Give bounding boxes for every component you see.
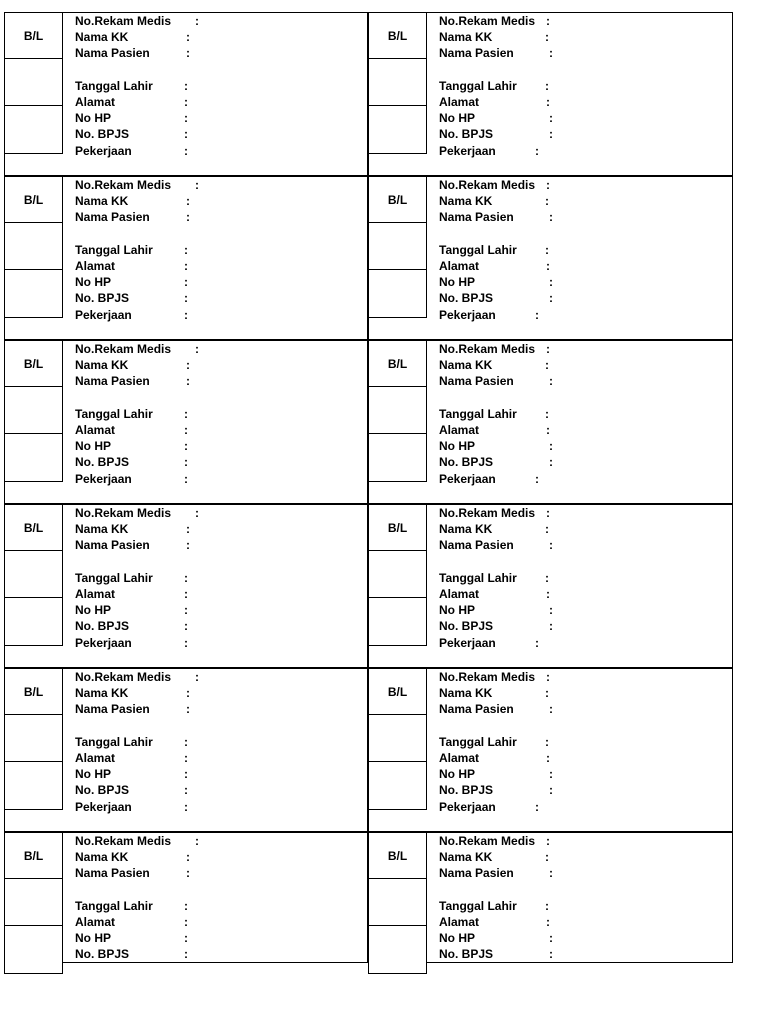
field-separator: :: [549, 291, 553, 305]
field-label: No. BPJS: [439, 127, 494, 141]
bl-label: B/L: [23, 684, 44, 699]
field-label: Nama Pasien: [75, 866, 150, 880]
bl-box: [4, 668, 63, 715]
patient-card: [4, 12, 368, 176]
field-label: Nama Pasien: [439, 866, 514, 880]
patient-card: [4, 832, 368, 963]
field-label: No. BPJS: [439, 783, 494, 797]
blank-checkbox[interactable]: [4, 597, 63, 646]
field-label: Tanggal Lahir: [439, 243, 517, 257]
field-label: Alamat: [75, 259, 116, 273]
field-separator: :: [186, 866, 190, 880]
field-label: Tanggal Lahir: [75, 407, 153, 421]
field-separator: :: [549, 783, 553, 797]
field-separator: :: [184, 587, 188, 601]
field-separator: :: [549, 46, 553, 60]
field-separator: :: [545, 79, 549, 93]
patient-card: [368, 668, 733, 832]
field-separator: :: [549, 947, 553, 961]
field-separator: :: [545, 571, 549, 585]
blank-checkbox[interactable]: [368, 386, 427, 434]
patient-card: [368, 832, 733, 963]
field-label: Nama Pasien: [75, 702, 150, 716]
field-separator: :: [546, 670, 550, 684]
field-label: No HP: [75, 275, 111, 289]
field-label: Nama KK: [439, 850, 493, 864]
field-label: Nama KK: [75, 522, 129, 536]
field-label: No. BPJS: [439, 291, 494, 305]
field-label: No. BPJS: [75, 291, 130, 305]
field-separator: :: [549, 538, 553, 552]
blank-checkbox[interactable]: [368, 761, 427, 810]
blank-checkbox[interactable]: [368, 878, 427, 926]
blank-checkbox[interactable]: [4, 925, 63, 974]
field-separator: :: [184, 636, 188, 650]
field-label: No.Rekam Medis: [439, 342, 536, 356]
field-label: Tanggal Lahir: [439, 79, 517, 93]
field-label: Nama KK: [439, 194, 493, 208]
field-separator: :: [549, 866, 553, 880]
field-label: Tanggal Lahir: [439, 735, 517, 749]
field-label: No HP: [75, 439, 111, 453]
field-separator: :: [184, 571, 188, 585]
bl-label: B/L: [23, 192, 44, 207]
field-separator: :: [545, 850, 549, 864]
field-separator: :: [546, 423, 550, 437]
field-separator: :: [546, 587, 550, 601]
blank-checkbox[interactable]: [368, 269, 427, 318]
patient-card: [4, 176, 368, 340]
field-label: Alamat: [75, 423, 116, 437]
field-separator: :: [546, 342, 550, 356]
field-separator: :: [184, 619, 188, 633]
field-separator: :: [546, 178, 550, 192]
field-separator: :: [549, 702, 553, 716]
field-separator: :: [186, 46, 190, 60]
bl-label: B/L: [387, 848, 408, 863]
blank-checkbox[interactable]: [4, 878, 63, 926]
field-separator: :: [184, 603, 188, 617]
blank-checkbox[interactable]: [4, 433, 63, 482]
field-separator: :: [184, 259, 188, 273]
field-label: No HP: [439, 931, 475, 945]
field-separator: :: [195, 834, 199, 848]
field-separator: :: [186, 522, 190, 536]
field-label: Nama KK: [75, 686, 129, 700]
blank-checkbox[interactable]: [4, 550, 63, 598]
field-label: No.Rekam Medis: [439, 506, 536, 520]
patient-card: [4, 668, 368, 832]
field-label: Nama Pasien: [75, 538, 150, 552]
blank-checkbox[interactable]: [368, 433, 427, 482]
field-label: Alamat: [439, 423, 480, 437]
field-label: Nama KK: [439, 686, 493, 700]
patient-card: [368, 504, 733, 668]
field-separator: :: [186, 702, 190, 716]
field-separator: :: [549, 603, 553, 617]
field-label: Nama KK: [75, 850, 129, 864]
bl-box: [4, 176, 63, 223]
field-label: Nama KK: [439, 30, 493, 44]
field-label: Tanggal Lahir: [439, 571, 517, 585]
field-label: No. BPJS: [439, 619, 494, 633]
bl-label: B/L: [387, 520, 408, 535]
field-separator: :: [546, 915, 550, 929]
field-separator: :: [184, 243, 188, 257]
field-separator: :: [186, 30, 190, 44]
field-label: Alamat: [75, 95, 116, 109]
field-label: No. BPJS: [75, 947, 130, 961]
field-label: Pekerjaan: [75, 144, 132, 158]
field-separator: :: [195, 670, 199, 684]
field-separator: :: [545, 243, 549, 257]
field-separator: :: [549, 111, 553, 125]
blank-checkbox[interactable]: [368, 222, 427, 270]
field-label: Nama Pasien: [439, 374, 514, 388]
bl-label: B/L: [387, 28, 408, 43]
field-separator: :: [184, 783, 188, 797]
field-label: Nama Pasien: [439, 538, 514, 552]
field-label: No.Rekam Medis: [75, 342, 172, 356]
blank-checkbox[interactable]: [368, 550, 427, 598]
field-separator: :: [184, 423, 188, 437]
field-separator: :: [184, 899, 188, 913]
field-label: No.Rekam Medis: [439, 14, 536, 28]
blank-checkbox[interactable]: [4, 386, 63, 434]
field-label: No.Rekam Medis: [439, 178, 536, 192]
field-separator: :: [186, 686, 190, 700]
field-label: Alamat: [75, 587, 116, 601]
blank-checkbox[interactable]: [4, 714, 63, 762]
bl-box: [368, 340, 427, 387]
field-label: No HP: [75, 767, 111, 781]
field-label: No HP: [439, 439, 475, 453]
field-label: Nama KK: [75, 30, 129, 44]
field-label: Nama Pasien: [439, 702, 514, 716]
field-label: Tanggal Lahir: [75, 571, 153, 585]
field-label: No.Rekam Medis: [439, 834, 536, 848]
field-label: No. BPJS: [75, 619, 130, 633]
field-separator: :: [186, 538, 190, 552]
bl-box: [4, 340, 63, 387]
field-separator: :: [546, 95, 550, 109]
field-label: Alamat: [439, 95, 480, 109]
field-label: No.Rekam Medis: [75, 14, 172, 28]
field-separator: :: [186, 194, 190, 208]
field-separator: :: [184, 308, 188, 322]
field-label: Tanggal Lahir: [439, 899, 517, 913]
field-separator: :: [546, 259, 550, 273]
field-separator: :: [184, 407, 188, 421]
field-label: Nama Pasien: [75, 374, 150, 388]
field-label: No HP: [75, 931, 111, 945]
field-separator: :: [184, 931, 188, 945]
field-label: No.Rekam Medis: [439, 670, 536, 684]
field-separator: :: [184, 111, 188, 125]
field-label: Pekerjaan: [439, 472, 496, 486]
bl-label: B/L: [387, 356, 408, 371]
field-separator: :: [546, 834, 550, 848]
field-separator: :: [184, 767, 188, 781]
field-separator: :: [184, 291, 188, 305]
field-label: Pekerjaan: [439, 800, 496, 814]
field-label: No.Rekam Medis: [75, 834, 172, 848]
bl-box: [4, 12, 63, 59]
field-label: Alamat: [439, 587, 480, 601]
field-label: Tanggal Lahir: [75, 899, 153, 913]
field-separator: :: [549, 455, 553, 469]
field-label: Tanggal Lahir: [75, 243, 153, 257]
blank-checkbox[interactable]: [368, 714, 427, 762]
field-separator: :: [535, 800, 539, 814]
field-label: No HP: [439, 111, 475, 125]
patient-card: [368, 176, 733, 340]
field-label: No. BPJS: [439, 947, 494, 961]
field-separator: :: [546, 14, 550, 28]
field-label: Pekerjaan: [75, 800, 132, 814]
field-separator: :: [184, 127, 188, 141]
field-separator: :: [545, 686, 549, 700]
blank-checkbox[interactable]: [368, 105, 427, 154]
field-label: Tanggal Lahir: [75, 79, 153, 93]
blank-checkbox[interactable]: [368, 58, 427, 106]
field-separator: :: [184, 947, 188, 961]
field-label: Nama Pasien: [75, 46, 150, 60]
field-label: Pekerjaan: [439, 636, 496, 650]
field-separator: :: [545, 30, 549, 44]
patient-card: [368, 12, 733, 176]
field-label: No.Rekam Medis: [75, 670, 172, 684]
field-separator: :: [195, 506, 199, 520]
bl-box: [368, 12, 427, 59]
field-label: No HP: [75, 603, 111, 617]
bl-label: B/L: [387, 192, 408, 207]
bl-box: [368, 176, 427, 223]
field-separator: :: [195, 178, 199, 192]
field-separator: :: [186, 358, 190, 372]
field-separator: :: [195, 342, 199, 356]
field-label: No HP: [75, 111, 111, 125]
field-label: No.Rekam Medis: [75, 178, 172, 192]
bl-box: [4, 832, 63, 879]
field-label: No. BPJS: [75, 783, 130, 797]
patient-card: [4, 504, 368, 668]
field-label: No HP: [439, 767, 475, 781]
field-separator: :: [184, 735, 188, 749]
blank-checkbox[interactable]: [4, 105, 63, 154]
patient-card: [368, 340, 733, 504]
field-separator: :: [186, 850, 190, 864]
field-label: Nama Pasien: [439, 210, 514, 224]
field-separator: :: [184, 95, 188, 109]
field-label: Alamat: [439, 751, 480, 765]
field-label: Nama KK: [439, 358, 493, 372]
field-label: No HP: [439, 603, 475, 617]
field-separator: :: [545, 358, 549, 372]
field-separator: :: [184, 439, 188, 453]
blank-checkbox[interactable]: [4, 269, 63, 318]
field-separator: :: [184, 455, 188, 469]
bl-box: [368, 832, 427, 879]
field-separator: :: [549, 374, 553, 388]
bl-box: [4, 504, 63, 551]
field-separator: :: [545, 735, 549, 749]
blank-checkbox[interactable]: [4, 222, 63, 270]
field-separator: :: [195, 14, 199, 28]
field-label: Alamat: [75, 751, 116, 765]
field-label: Pekerjaan: [75, 472, 132, 486]
field-label: Pekerjaan: [75, 308, 132, 322]
field-label: Nama Pasien: [439, 46, 514, 60]
field-label: Pekerjaan: [439, 308, 496, 322]
field-separator: :: [549, 210, 553, 224]
bl-label: B/L: [23, 520, 44, 535]
field-label: Nama KK: [439, 522, 493, 536]
bl-box: [368, 504, 427, 551]
field-separator: :: [184, 79, 188, 93]
field-label: Pekerjaan: [75, 636, 132, 650]
bl-box: [368, 668, 427, 715]
patient-card: [4, 340, 368, 504]
field-separator: :: [184, 472, 188, 486]
field-separator: :: [549, 275, 553, 289]
field-separator: :: [184, 144, 188, 158]
field-separator: :: [184, 800, 188, 814]
field-label: Tanggal Lahir: [75, 735, 153, 749]
field-separator: :: [535, 472, 539, 486]
field-separator: :: [546, 506, 550, 520]
field-label: Nama KK: [75, 194, 129, 208]
field-separator: :: [535, 636, 539, 650]
field-separator: :: [549, 439, 553, 453]
field-separator: :: [535, 308, 539, 322]
field-label: Tanggal Lahir: [439, 407, 517, 421]
field-separator: :: [186, 374, 190, 388]
field-separator: :: [545, 899, 549, 913]
field-label: Alamat: [439, 259, 480, 273]
bl-label: B/L: [23, 28, 44, 43]
field-separator: :: [535, 144, 539, 158]
blank-checkbox[interactable]: [368, 597, 427, 646]
bl-label: B/L: [387, 684, 408, 699]
field-label: No. BPJS: [75, 127, 130, 141]
field-label: Nama Pasien: [75, 210, 150, 224]
field-label: Alamat: [75, 915, 116, 929]
field-separator: :: [186, 210, 190, 224]
field-separator: :: [549, 931, 553, 945]
field-label: No. BPJS: [439, 455, 494, 469]
field-separator: :: [184, 275, 188, 289]
bl-label: B/L: [23, 356, 44, 371]
blank-checkbox[interactable]: [368, 925, 427, 974]
field-separator: :: [549, 767, 553, 781]
field-separator: :: [545, 522, 549, 536]
field-label: No HP: [439, 275, 475, 289]
field-separator: :: [545, 407, 549, 421]
blank-checkbox[interactable]: [4, 761, 63, 810]
field-label: No. BPJS: [75, 455, 130, 469]
field-separator: :: [549, 127, 553, 141]
field-separator: :: [184, 915, 188, 929]
field-label: Nama KK: [75, 358, 129, 372]
field-label: Pekerjaan: [439, 144, 496, 158]
field-separator: :: [546, 751, 550, 765]
field-label: No.Rekam Medis: [75, 506, 172, 520]
field-separator: :: [184, 751, 188, 765]
field-label: Alamat: [439, 915, 480, 929]
field-separator: :: [545, 194, 549, 208]
blank-checkbox[interactable]: [4, 58, 63, 106]
bl-label: B/L: [23, 848, 44, 863]
field-separator: :: [549, 619, 553, 633]
